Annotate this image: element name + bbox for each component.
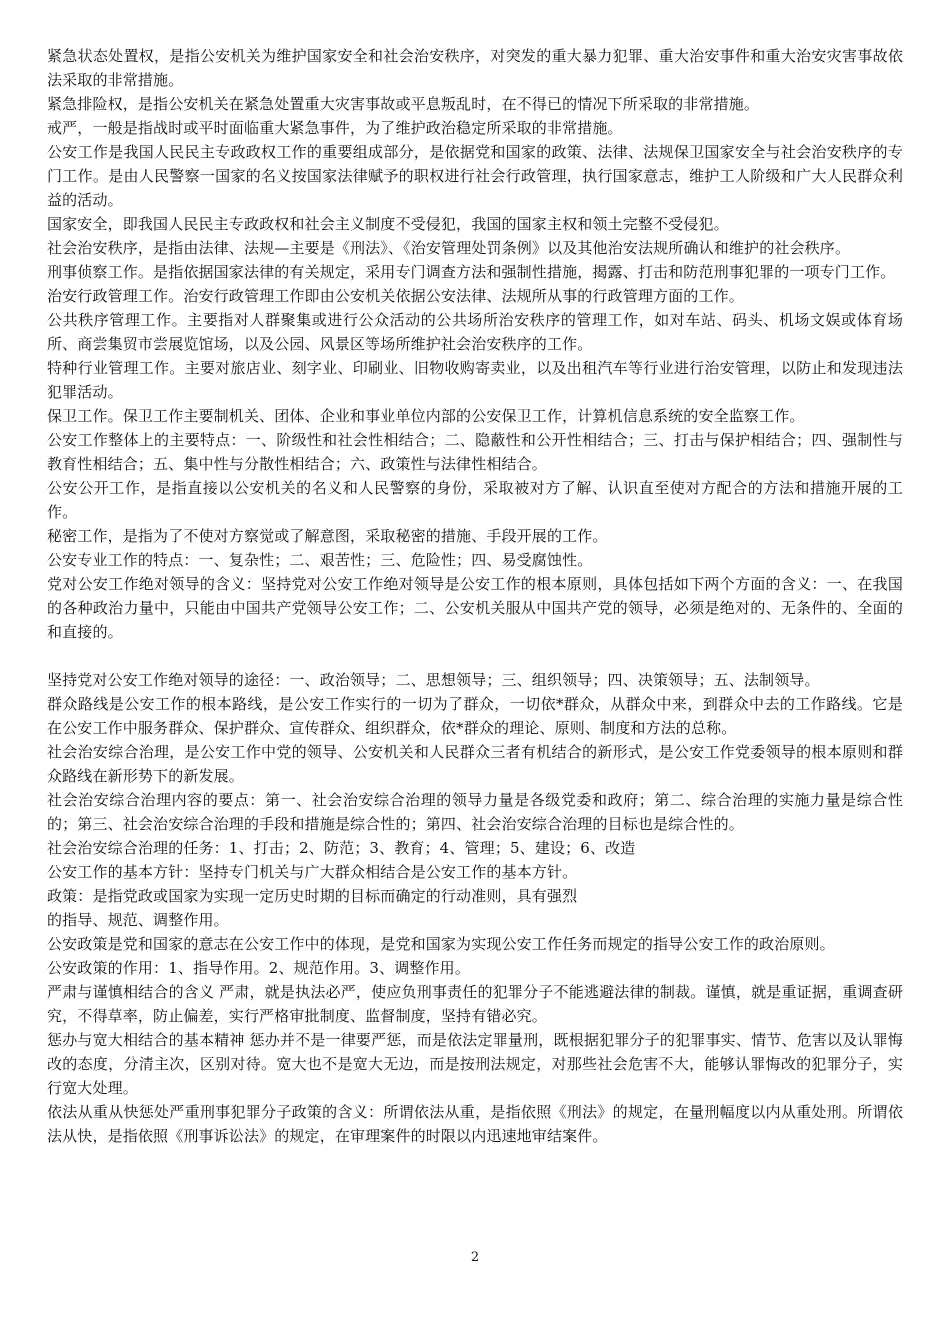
paragraph-public-security-work: 公安工作是我国人民民主专政政权工作的重要组成部分，是依据党和国家的政策、法律、法规保卫国家安全与社会治安秩序的专门工作。是由人民警察一国家的名义按国家法律赋予的职权进行社会行政管理，执行国家意志，维护工人阶级和广大人民群众利益的活动。 [47, 143, 903, 209]
paragraph-basic-policy: 公安工作的基本方针：坚持专门机关与广大群众相结合是公安工作的基本方针。 [47, 863, 578, 881]
paragraph-public-security-policy: 公安政策是党和国家的意志在公安工作中的体现，是党和国家为实现公安工作任务而规定的指导公安工作的政治原则。 [47, 935, 835, 953]
paragraph-governance-key-points: 社会治安综合治理内容的要点：第一、社会治安综合治理的领导力量是各级党委和政府；第二、综合治理的实施力量是综合性的；第三、社会治安综合治理的手段和措施是综合性的；第四、社会治安综合治理的目标也是综合性的。 [47, 791, 903, 833]
blank-line [47, 644, 903, 668]
paragraph-party-leadership-meaning: 党对公安工作绝对领导的含义：坚持党对公安工作绝对领导是公安工作的根本原则，具体包括如下两个方面的含义：一、在我国的各种政治力量中，只能由中国共产党领导公安工作；二、公安机关服从中国共产党的领导，必须是绝对的、无条件的、全面的和直接的。 [47, 575, 903, 641]
page-number: 2 [470, 1250, 480, 1265]
paragraph-open-work: 公安公开工作，是指直接以公安机关的名义和人民警察的身份，采取被对方了解、认识直至使对方配合的方法和措施开展的工作。 [47, 479, 903, 521]
paragraph-mass-line: 群众路线是公安工作的根本路线，是公安工作实行的一切为了群众，一切依*群众，从群众中来，到群众中去的工作路线。它是在公安工作中服务群众、保护群众、宣传群众、组织群众，依*群众的理论、原则、制度和方法的总称。 [47, 695, 903, 737]
paragraph-criminal-investigation: 刑事侦察工作。是指依据国家法律的有关规定，采用专门调查方法和强制性措施，揭露、打击和防范刑事犯罪的一项专门工作。 [47, 263, 896, 281]
paragraph-administrative-management: 治安行政管理工作。治安行政管理工作即由公安机关依据公安法律、法规所从事的行政管理方面的工作。 [47, 287, 744, 305]
paragraph-punishment-leniency: 惩办与宽大相结合的基本精神 惩办并不是一律要严惩，而是依法定罪量刑，既根据犯罪分子的犯罪事实、情节、危害以及认罪悔改的态度，分清主次，区别对待。宽大也不是宽大无边，而是按刑法规定，对那些社会危害不大，能够认罪悔改的犯罪分子，实行宽大处理。 [47, 1031, 903, 1097]
paragraph-special-industry: 特种行业管理工作。主要对旅店业、刻字业、印刷业、旧物收购寄卖业，以及出租汽车等行业进行治安管理，以防止和发现违法犯罪活动。 [47, 359, 903, 401]
paragraph-professional-features: 公安专业工作的特点：一、复杂性；二、艰苦性；三、危险性；四、易受腐蚀性。 [47, 551, 593, 569]
paragraph-strict-and-prudent: 严肃与谨慎相结合的含义 严肃，就是执法必严，使应负刑事责任的犯罪分子不能逃避法律的制裁。谨慎，就是重证据，重调查研究，不得草率，防止偏差，实行严格审批制度、监督制度，坚持有错必究。 [47, 983, 903, 1025]
paragraph-public-order-management: 公共秩序管理工作。主要指对人群聚集或进行公众活动的公共场所治安秩序的管理工作，如对车站、码头、机场文娱或体育场所、商尝集贸市尝展览馆场，以及公园、风景区等场所维护社会治安秩序的工作。 [47, 311, 903, 353]
paragraph-main-features: 公安工作整体上的主要特点：一、阶级性和社会性相结合；二、隐蔽性和公开性相结合；三、打击与保护相结合；四、强制性与教育性相结合；五、集中性与分散性相结合；六、政策性与法律性相结合。 [47, 431, 903, 473]
paragraph-severe-swift: 依法从重从快惩处严重刑事犯罪分子政策的含义：所谓依法从重，是指依照《刑法》的规定，在量刑幅度以内从重处刑。所谓依法从快，是指依照《刑事诉讼法》的规定，在审理案件的时限以内迅速地审结案件。 [47, 1103, 903, 1145]
paragraph-comprehensive-governance: 社会治安综合治理，是公安工作中党的领导、公安机关和人民群众三者有机结合的新形式，是公安工作党委领导的根本原则和群众路线在新形势下的新发展。 [47, 743, 903, 785]
paragraph-policy-functions: 公安政策的作用：1、指导作用。2、规范作用。3、调整作用。 [47, 959, 470, 977]
paragraph-national-security: 国家安全，即我国人民民主专政政权和社会主义制度不受侵犯，我国的国家主权和领土完整不受侵犯。 [47, 215, 729, 233]
paragraph-emergency-disposal: 紧急状态处置权，是指公安机关为维护国家安全和社会治安秩序，对突发的重大暴力犯罪、重大治安事件和重大治安灾害事故依法采取的非常措施。 [47, 47, 903, 89]
paragraph-secret-work: 秘密工作，是指为了不使对方察觉或了解意图，采取秘密的措施、手段开展的工作。 [47, 527, 608, 545]
paragraph-security-work: 保卫工作。保卫工作主要制机关、团体、企业和事业单位内部的公安保卫工作，计算机信息系统的安全监察工作。 [47, 407, 805, 425]
paragraph-policy-definition: 政策：是指党政或国家为实现一定历史时期的目标而确定的行动准则，具有强烈 [47, 887, 578, 905]
paragraph-governance-tasks: 社会治安综合治理的任务：1、打击；2、防范；3、教育；4、管理；5、建设；6、改造 [47, 839, 636, 857]
paragraph-emergency-rescue: 紧急排险权，是指公安机关在紧急处置重大灾害事故或平息叛乱时，在不得已的情况下所采取的非常措施。 [47, 95, 760, 113]
document-page [47, 44, 903, 1148]
paragraph-party-leadership-ways: 坚持党对公安工作绝对领导的途径：一、政治领导；二、思想领导；三、组织领导；四、决策领导；五、法制领导。 [47, 671, 820, 689]
paragraph-policy-definition-cont: 的指导、规范、调整作用。 [47, 911, 229, 929]
paragraph-martial-law: 戒严，一般是指战时或平时面临重大紧急事件，为了维护政治稳定所采取的非常措施。 [47, 119, 623, 137]
paragraph-social-order: 社会治安秩序，是指由法律、法规—主要是《刑法》、《治安管理处罚条例》以及其他治安法规所确认和维护的社会秩序。 [47, 239, 851, 257]
